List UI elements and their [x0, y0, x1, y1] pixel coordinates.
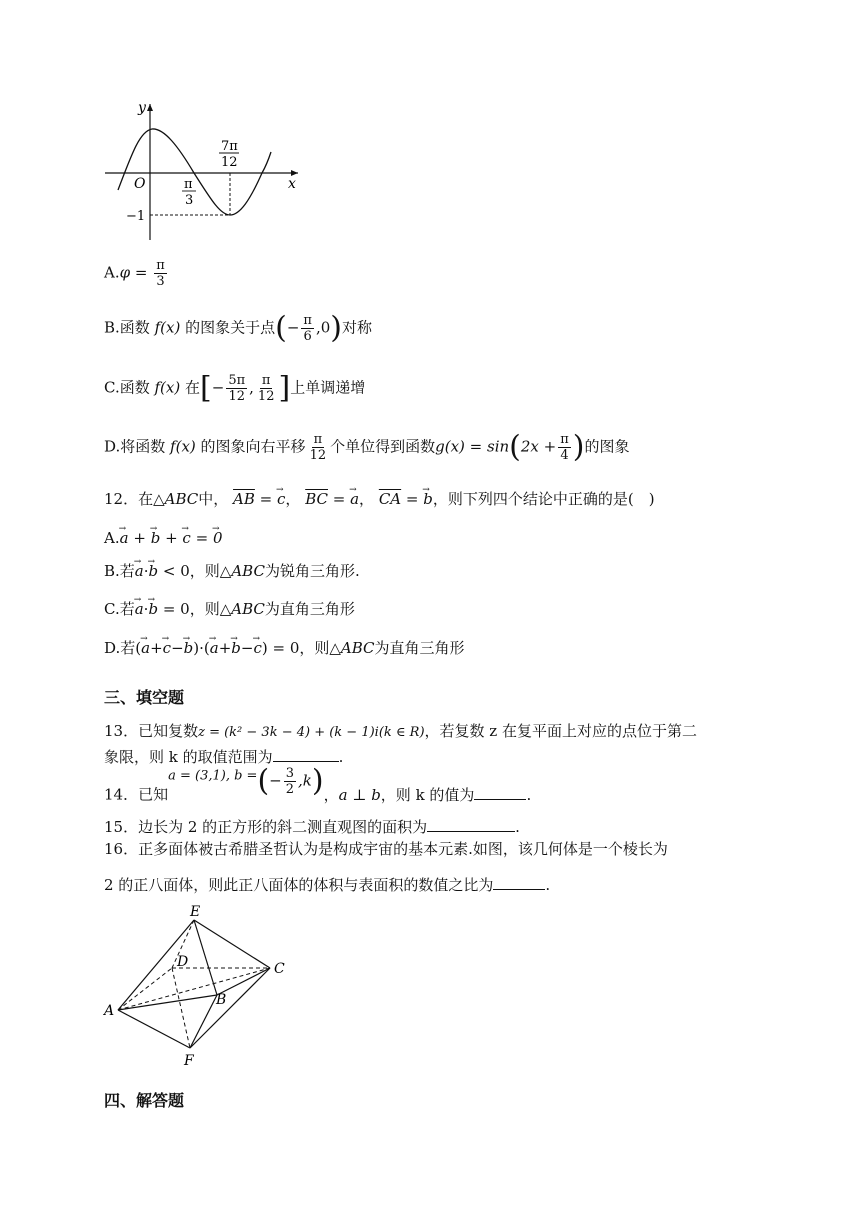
- sine-graph: [100, 98, 305, 243]
- tick-minus1: −1: [126, 209, 146, 224]
- y-axis-arrow: [147, 104, 153, 111]
- tick-pi3-num: π: [184, 177, 193, 192]
- edge-AC: [118, 968, 270, 1010]
- vertex-C: C: [274, 961, 285, 977]
- tick-7pi12-num: 7π: [221, 139, 238, 154]
- q11-option-d: D.将函数 f(x) 的图象向右平移 $\frac{\pi}{12}$ 个单位得到函数g(x) = sin(2x + $\frac{\pi}{4}$ )的图象: [104, 429, 630, 465]
- q13-line2: 象限，则 k 的取值范围为 .: [104, 748, 344, 766]
- vertex-B: B: [216, 992, 227, 1008]
- fraction: $\frac{\pi}{4}$: [560, 432, 569, 463]
- section-answer-title: 四、解答题: [104, 1091, 185, 1110]
- q13-line1: 13．已知复数z = (k² − 3k − 4) + (k − 1)i(k ∈ R)，若复数 z 在复平面上对应的点位于第二: [104, 722, 697, 740]
- q12-option-b: B.若→ a·→ b < 0，则△ABC为锐角三角形.: [104, 560, 360, 582]
- edge-CF: [190, 968, 270, 1048]
- fraction: $\frac{3}{2}$: [285, 766, 295, 797]
- edge-BF: [190, 995, 217, 1048]
- x-label: x: [288, 176, 296, 192]
- q15: 15．边长为 2 的正方形的斜二测直观图的面积为 .: [104, 818, 520, 836]
- edge-BC: [217, 968, 270, 995]
- vertex-F: F: [184, 1053, 194, 1069]
- octahedron-figure: [100, 900, 300, 1070]
- edge-EC: [194, 920, 270, 968]
- q16-line2: 2 的正八面体，则此正八面体的体积与表面积的数值之比为 .: [104, 876, 551, 894]
- answer-blank[interactable]: [493, 875, 545, 890]
- q12-option-a: A.→ a + → b + → c = → 0: [104, 527, 222, 549]
- sine-curve: [118, 129, 271, 215]
- fraction: $\frac{\pi}{12}$: [309, 432, 327, 463]
- vertex-A: A: [104, 1003, 115, 1019]
- q11-option-c: C.函数 f(x) 在[− $\frac{5\pi}{12}$ , $\frac{\pi}{12}$ ]上单调递增: [104, 370, 366, 406]
- vertex-D: D: [177, 954, 189, 970]
- answer-blank[interactable]: [427, 817, 515, 832]
- origin-label: O: [134, 176, 146, 192]
- edge-AD: [118, 968, 172, 1010]
- y-label: y: [138, 100, 146, 116]
- q14: 14．已知a = (3,1), b =(− $\frac{3}{2}$ ,k)，a ⊥ b，则 k 的值为 .: [104, 763, 532, 804]
- edge-DF: [172, 968, 190, 1048]
- fraction: $\frac{5\pi}{12}$: [228, 373, 246, 404]
- fraction: $\frac{\pi}{12}$: [257, 373, 275, 404]
- fraction: $\frac{\pi}{6}$: [303, 313, 312, 344]
- edge-AB: [118, 995, 217, 1010]
- tick-7pi12-den: 12: [221, 155, 238, 170]
- fraction: $\frac{\pi}{3}$: [156, 258, 165, 289]
- q12-option-c: C.若→ a·→ b = 0，则△ABC为直角三角形: [104, 598, 355, 620]
- q12-option-d: D.若(→ a+→ c−→ b)·(→ a+→ b−→ c) = 0，则△ABC为直角三角形: [104, 637, 465, 659]
- answer-blank[interactable]: [273, 747, 339, 762]
- answer-blank[interactable]: [474, 785, 526, 800]
- edge-AF: [118, 1010, 190, 1048]
- vertex-E: E: [190, 904, 201, 920]
- q11-option-b: B.函数 f(x) 的图象关于点(− $\frac{\pi}{6}$ ,0)对称: [104, 310, 372, 346]
- tick-pi3-den: 3: [185, 193, 194, 208]
- q11-option-a: A.φ = $\frac{\pi}{3}$: [104, 258, 165, 289]
- q16-line1: 16．正多面体被古希腊圣哲认为是构成宇宙的基本元素.如图，该几何体是一个棱长为: [104, 840, 668, 858]
- q12-stem: 12．在△ABC中， $\overline{AB}$ = → c， $\overline{BC}$ = → a， $\overline{CA}$ = → b，则下列四个结论中正确的是( ): [104, 488, 655, 510]
- section-fill-in-title: 三、填空题: [104, 688, 185, 707]
